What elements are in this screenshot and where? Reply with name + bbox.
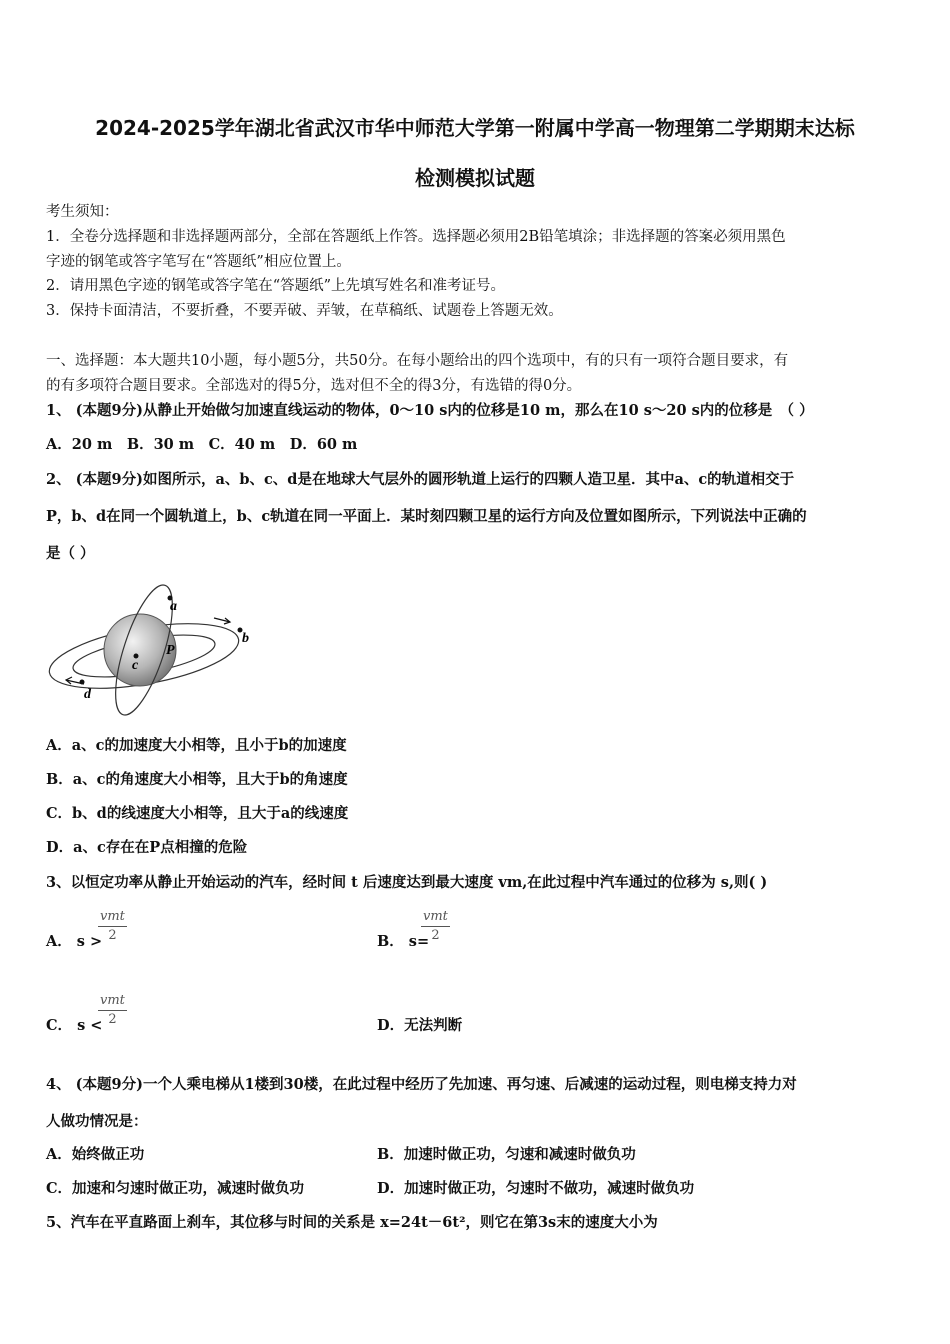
fraction-numerator: vmt: [98, 992, 127, 1011]
label-p: P: [166, 643, 175, 658]
q3-option-d: D．无法判断: [377, 1017, 463, 1034]
q4-option-a: A．始终做正功: [46, 1146, 145, 1163]
q2-option-d: D．a、c存在在P点相撞的危险: [46, 839, 248, 856]
q3-option-b: B． s=: [377, 933, 430, 950]
notice-item-1-cont: 字迹的钢笔或答字笔写在“答题纸”相应位置上。: [46, 254, 351, 270]
q3-stem: 3、以恒定功率从静止开始运动的汽车，经时间 t 后速度达到最大速度 vm,在此过程中汽车通过的位移为 s,则( ): [46, 874, 768, 891]
section-intro-line2: 的有多项符合题目要求。全部选对的得5分，选对但不全的得3分，有选错的得0分。: [46, 378, 582, 394]
satellite-orbit-figure: [44, 574, 256, 724]
exam-title-line2: 检测模拟试题: [415, 166, 535, 190]
q1-options: A．20 m B．30 m C．40 m D．60 m: [46, 436, 358, 453]
q2-option-c: C．b、d的线速度大小相等，且大于a的线速度: [46, 805, 349, 822]
q4-stem-line1: 4、 (本题9分)一个人乘电梯从1楼到30楼，在此过程中经历了先加速、再匀速、后减速的运动过程，则电梯支持力对: [46, 1076, 797, 1093]
label-b: b: [242, 631, 249, 646]
notice-heading: 考生须知：: [46, 204, 119, 220]
q2-stem-line2: P，b、d在同一个圆轨道上，b、c轨道在同一平面上．某时刻四颗卫星的运行方向及位置如图所示，下列说法中正确的: [46, 508, 807, 525]
label-c: c: [132, 658, 139, 673]
notice-item-2: 2．请用黑色字迹的钢笔或答字笔在“答题纸”上先填写姓名和准考证号。: [46, 278, 506, 294]
fraction-numerator: vmt: [421, 908, 450, 927]
q4-stem-line2: 人做功情况是：: [46, 1113, 148, 1130]
label-a: a: [170, 599, 177, 614]
q2-stem-line1: 2、 (本题9分)如图所示，a、b、c、d是在地球大气层外的圆形轨道上运行的四颗人造卫星．其中a、c的轨道相交于: [46, 471, 795, 488]
q1-stem: 1、 (本题9分)从静止开始做匀加速直线运动的物体，0～10 s内的位移是10 m，那么在10 s～20 s内的位移是 （ ）: [46, 402, 814, 419]
fraction-denominator: 2: [108, 928, 117, 943]
q2-option-b: B．a、c的角速度大小相等，且大于b的角速度: [46, 771, 348, 788]
q4-option-d: D．加速时做正功，匀速时不做功，减速时做负功: [377, 1180, 695, 1197]
q3-option-c: C． s <: [46, 1017, 103, 1034]
notice-item-3: 3．保持卡面清洁，不要折叠，不要弄破、弄皱，在草稿纸、试题卷上答题无效。: [46, 303, 563, 319]
notice-item-1: 1．全卷分选择题和非选择题两部分，全部在答题纸上作答。选择题必须用2B铅笔填涂；非选择题的答案必须用黑色: [46, 229, 786, 245]
q3-fraction-c: [98, 992, 127, 1029]
q3-fraction-a: [98, 908, 127, 945]
q5-stem: 5、汽车在平直路面上刹车，其位移与时间的关系是 x=24t－6t²，则它在第3s末的速度大小为: [46, 1214, 658, 1231]
fraction-denominator: 2: [108, 1012, 117, 1027]
exam-title-line1: 2024-2025学年湖北省武汉市华中师范大学第一附属中学高一物理第二学期期末达标: [95, 116, 855, 140]
fraction-denominator: 2: [431, 928, 440, 943]
q2-option-a: A．a、c的加速度大小相等，且小于b的加速度: [46, 737, 347, 754]
q3-option-a: A． s >: [46, 933, 103, 950]
section-intro-line1: 一、选择题：本大题共10小题，每小题5分，共50分。在每小题给出的四个选项中，有的只有一项符合题目要求，有: [46, 353, 789, 369]
fraction-numerator: vmt: [98, 908, 127, 927]
q3-fraction-b: [421, 908, 450, 945]
q4-option-c: C．加速和匀速时做正功，减速时做负功: [46, 1180, 305, 1197]
q4-option-b: B．加速时做正功，匀速和减速时做负功: [377, 1146, 636, 1163]
label-d: d: [84, 687, 91, 702]
q2-stem-line3: 是（ ）: [46, 545, 95, 562]
